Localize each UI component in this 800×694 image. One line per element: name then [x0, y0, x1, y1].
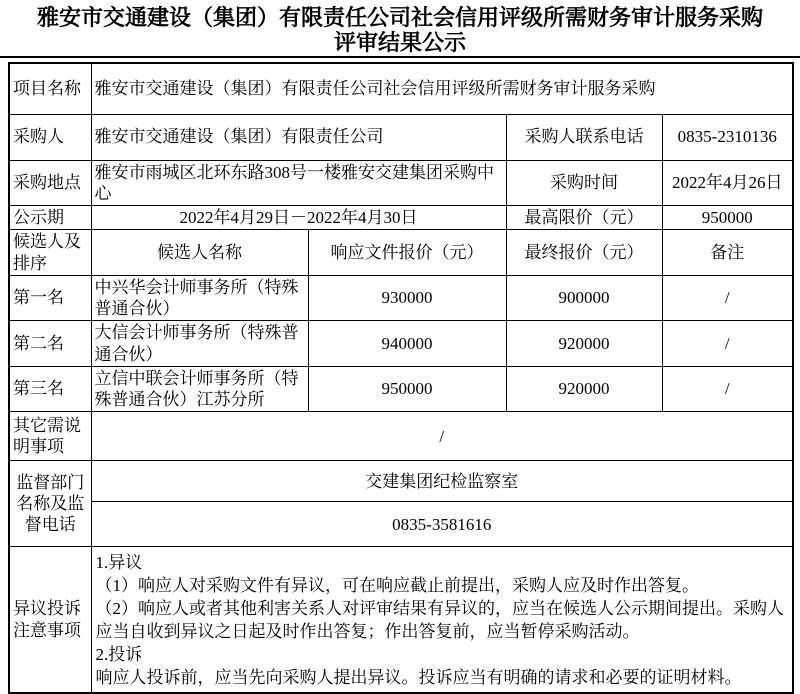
column-header-doc-price: 响应文件报价（元） [308, 230, 506, 276]
page-title-line2: 评审结果公示 [333, 30, 466, 55]
location-value: 雅安市雨城区北环东路308号一楼雅安交建集团采购中心 [91, 160, 506, 206]
announcement-table [8, 62, 794, 694]
other-notes-value: / [91, 412, 793, 461]
candidate-remark: / [662, 275, 793, 321]
objection-label: 异议投诉注意事项 [9, 547, 91, 693]
objection-notes [91, 547, 793, 693]
candidate-rank: 第二名 [9, 321, 91, 367]
row-candidates-header [9, 230, 793, 276]
buyer-phone-value: 0835-2310136 [662, 114, 793, 160]
candidate-name: 大信会计师事务所（特殊普通合伙） [91, 321, 308, 367]
buyer-phone-label: 采购人联系电话 [506, 114, 662, 160]
supervision-label: 监督部门名称及监督电话 [9, 461, 91, 547]
table-row-candidate-1 [9, 275, 793, 321]
candidate-remark: / [662, 321, 793, 367]
candidate-final-price: 920000 [506, 366, 662, 412]
supervision-phone-value: 0835-3581616 [91, 502, 793, 547]
objection-line-1: 1.异议 [95, 552, 143, 572]
row-objection [9, 547, 793, 693]
candidate-final-price: 900000 [506, 275, 662, 321]
row-supervision-dept [9, 461, 793, 502]
objection-line-3: （2）响应人或者其他利害关系人对评审结果有异议的，应当在候选人公示期间提出。采购人应当自收到异议之日起及时作出答复；作出答复前，应当暂停采购活动。 [95, 598, 784, 641]
candidate-doc-price: 930000 [308, 275, 506, 321]
max-price-value: 950000 [662, 206, 793, 230]
column-header-candidate-name: 候选人名称 [91, 230, 308, 276]
candidate-name: 中兴华会计师事务所（特殊普通合伙） [91, 275, 308, 321]
objection-line-5: 响应人投诉前，应当先向采购人提出异议。投诉应当有明确的请求和必要的证明材料。 [95, 667, 742, 687]
publicity-period-value: 2022年4月29日－2022年4月30日 [91, 206, 506, 230]
location-label: 采购地点 [9, 160, 91, 206]
supervision-dept-value: 交建集团纪检监察室 [91, 461, 793, 502]
table-row-candidate-3 [9, 366, 793, 412]
candidate-final-price: 920000 [506, 321, 662, 367]
buyer-value: 雅安市交通建设（集团）有限责任公司 [91, 114, 506, 160]
buyer-label: 采购人 [9, 114, 91, 160]
publicity-period-label: 公示期 [9, 206, 91, 230]
page-title-line1: 雅安市交通建设（集团）有限责任公司社会信用评级所需财务审计服务采购 [36, 5, 763, 30]
candidate-doc-price: 940000 [308, 321, 506, 367]
candidates-section-label: 候选人及排序 [9, 230, 91, 276]
objection-line-2: （1）响应人对采购文件有异议，可在响应截止前提出，采购人应及时作出答复。 [95, 575, 699, 595]
candidate-remark: / [662, 366, 793, 412]
page-title [0, 0, 800, 58]
row-location [9, 160, 793, 206]
candidate-doc-price: 950000 [308, 366, 506, 412]
row-other-notes [9, 412, 793, 461]
row-buyer [9, 114, 793, 160]
column-header-remark: 备注 [662, 230, 793, 276]
table-row-candidate-2 [9, 321, 793, 367]
project-name-value: 雅安市交通建设（集团）有限责任公司社会信用评级所需财务审计服务采购 [91, 63, 793, 114]
purchase-time-value: 2022年4月26日 [662, 160, 793, 206]
row-publicity [9, 206, 793, 230]
candidate-rank: 第三名 [9, 366, 91, 412]
row-project [9, 63, 793, 114]
objection-line-4: 2.投诉 [95, 644, 143, 664]
candidate-rank: 第一名 [9, 275, 91, 321]
purchase-time-label: 采购时间 [506, 160, 662, 206]
row-supervision-phone [9, 502, 793, 547]
max-price-label: 最高限价（元） [506, 206, 662, 230]
candidate-name: 立信中联会计师事务所（特殊普通合伙）江苏分所 [91, 366, 308, 412]
column-header-final-price: 最终报价（元） [506, 230, 662, 276]
project-name-label: 项目名称 [9, 63, 91, 114]
other-notes-label: 其它需说明事项 [9, 412, 91, 461]
